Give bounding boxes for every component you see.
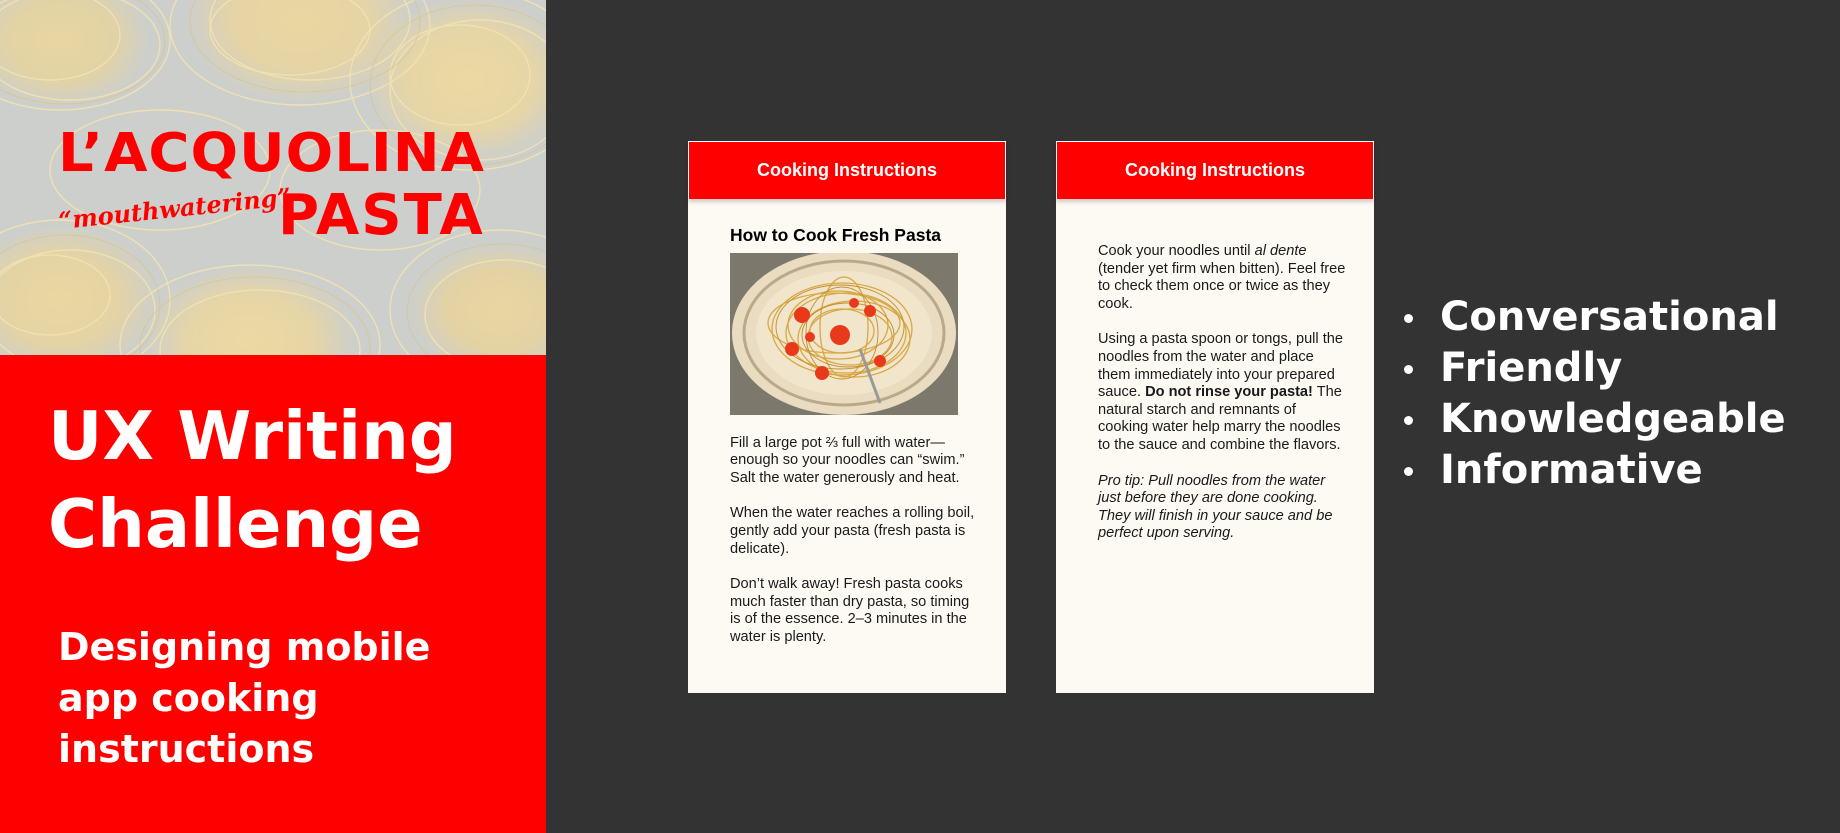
slide-subtitle: Designing mobile app cooking instructions	[58, 625, 431, 771]
step-paragraph-4	[1098, 243, 1346, 313]
phone-card-step-1	[688, 141, 1006, 693]
pro-tip: Pro tip: Pull noodles from the water just before they are done cooking. They will finish in your sauce and be perfect upon serving.	[1098, 472, 1333, 542]
trait-informative: Informative	[1400, 445, 1786, 496]
step-paragraph-5	[1098, 331, 1346, 454]
text-run: Cook your noodles until	[1098, 243, 1255, 259]
step-paragraph-1: Fill a large pot ⅔ full with water—enough so your noodles can “swim.” Salt the water generously and heat.	[730, 434, 965, 486]
slide-title: UX Writing Challenge	[48, 397, 457, 563]
card-header: Cooking Instructions	[1056, 141, 1374, 199]
text-run: The natural starch and remnants of cooking water help marry the noodles to the sauce and combine the flavors.	[1098, 384, 1342, 453]
text-run: (tender yet firm when bitten). Feel free to check them once or twice as they cook.	[1098, 260, 1346, 312]
brand-logo	[58, 122, 488, 262]
logo-wordmark-bottom: PASTA	[278, 183, 485, 248]
card-body	[730, 227, 976, 665]
text-run: Using a pasta spoon or tongs, pull the noodles from the water and place them immediately into your prepared sauce.	[1098, 331, 1344, 401]
logo-tagline: “mouthwatering”	[57, 181, 293, 236]
card-header: Cooking Instructions	[688, 141, 1006, 199]
step-paragraph-2: When the water reaches a rolling boil, gently add your pasta (fresh pasta is delicate).	[730, 505, 975, 557]
hero-pasta-photo	[0, 0, 546, 355]
trait-conversational: Conversational	[1400, 292, 1786, 343]
trait-knowledgeable: Knowledgeable	[1400, 394, 1786, 445]
card-title: How to Cook Fresh Pasta	[730, 225, 942, 245]
trait-friendly: Friendly	[1400, 343, 1786, 394]
step-paragraph-3: Don’t walk away! Fresh pasta cooks much faster than dry pasta, so timing is of the essence. 2–3 minutes in the water is plenty.	[730, 576, 970, 645]
emphasis-text: al dente	[1254, 243, 1307, 259]
pasta-plate-photo-icon	[730, 253, 958, 415]
voice-traits-list	[1400, 292, 1786, 496]
phone-card-step-2	[1056, 141, 1374, 693]
warning-text: Do not rinse your pasta!	[1145, 384, 1313, 401]
left-panel	[0, 0, 546, 833]
card-body	[1098, 243, 1346, 561]
logo-wordmark-top: L’ACQUOLINA	[58, 122, 485, 185]
